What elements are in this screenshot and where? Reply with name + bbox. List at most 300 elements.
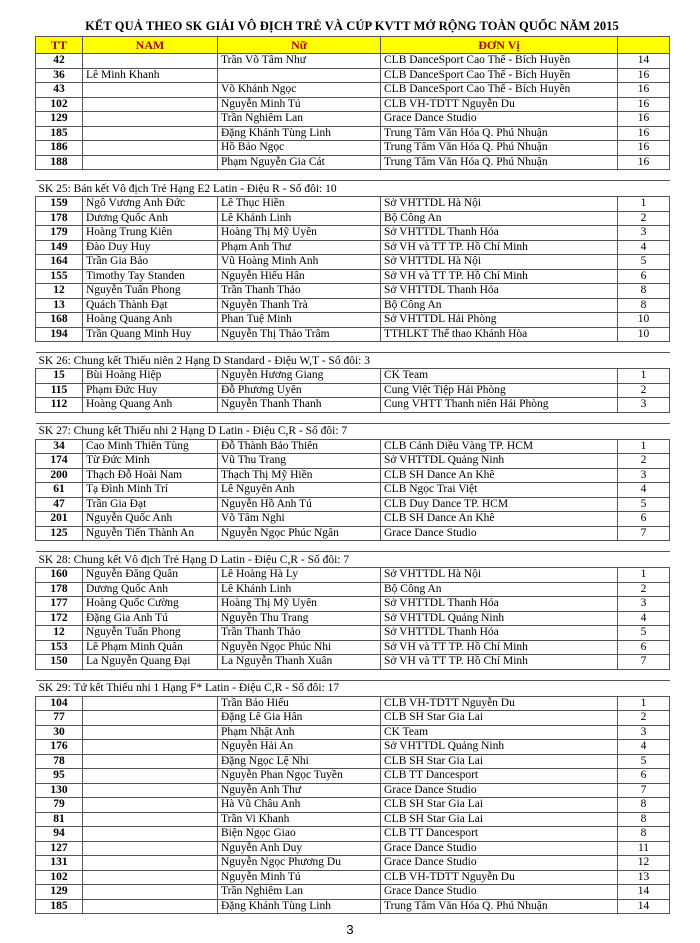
cell-rank: 6 — [618, 769, 670, 784]
cell-nam — [83, 711, 218, 726]
cell-tt: 112 — [36, 398, 83, 413]
cell-nu: Nguyễn Hải An — [218, 740, 381, 755]
cell-rank: 7 — [618, 655, 670, 670]
section-header-row — [36, 353, 670, 369]
cell-nam: La Nguyễn Quang Đại — [83, 655, 218, 670]
cell-nu: Nguyễn Anh Duy — [218, 841, 381, 856]
cell-nam: Hoàng Trung Kiên — [83, 226, 218, 241]
cell-don-vi: CLB VH-TDTT Nguyễn Du — [381, 97, 618, 112]
cell-nam — [83, 696, 218, 711]
cell-rank: 8 — [618, 284, 670, 299]
cell-rank: 10 — [618, 327, 670, 342]
section-spacer — [36, 342, 670, 353]
cell-nam: Hoàng Quang Anh — [83, 313, 218, 328]
section-header: SK 28: Chung kết Vô địch Trẻ Hạng D Latin - Điệu C,R - Số đôi: 7 — [36, 552, 670, 568]
cell-rank: 2 — [618, 454, 670, 469]
table-row — [36, 255, 670, 270]
cell-nam — [83, 812, 218, 827]
cell-nu: Trần Võ Tâm Như — [218, 54, 381, 69]
cell-rank: 16 — [618, 126, 670, 141]
cell-nam — [83, 112, 218, 127]
table-row — [36, 856, 670, 871]
cell-nam: Nguyễn Tuấn Phong — [83, 284, 218, 299]
cell-tt: 125 — [36, 526, 83, 541]
cell-don-vi: CLB SH Star Gia Lai — [381, 711, 618, 726]
cell-nu: Đặng Ngọc Lệ Nhi — [218, 754, 381, 769]
cell-tt: 149 — [36, 240, 83, 255]
table-row — [36, 568, 670, 583]
section-header: SK 27: Chung kết Thiếu nhi 2 Hạng D Latin - Điệu C,R - Số đôi: 7 — [36, 423, 670, 439]
cell-nu: Đặng Lê Gia Hân — [218, 711, 381, 726]
table-row — [36, 626, 670, 641]
cell-tt: 129 — [36, 112, 83, 127]
cell-don-vi: Grace Dance Studio — [381, 112, 618, 127]
cell-don-vi: CLB DanceSport Cao Thế - Bích Huyền — [381, 83, 618, 98]
section-spacer-cell — [36, 342, 670, 353]
section-header: SK 26: Chung kết Thiếu niên 2 Hạng D Standard - Điệu W,T - Số đôi: 3 — [36, 353, 670, 369]
cell-nam — [83, 783, 218, 798]
section-header: SK 25: Bán kết Vô địch Trẻ Hạng E2 Latin - Điệu R - Số đôi: 10 — [36, 181, 670, 197]
cell-nam — [83, 754, 218, 769]
results-table-body — [36, 37, 670, 914]
cell-rank: 16 — [618, 112, 670, 127]
cell-tt: 172 — [36, 611, 83, 626]
cell-don-vi: CLB SH Star Gia Lai — [381, 812, 618, 827]
cell-nu: Nguyễn Hương Giang — [218, 369, 381, 384]
cell-don-vi: CLB TT Dancesport — [381, 827, 618, 842]
cell-don-vi: Bộ Công An — [381, 582, 618, 597]
cell-tt: 185 — [36, 899, 83, 914]
cell-don-vi: Sở VHTTDL Hà Nội — [381, 197, 618, 212]
cell-don-vi: Sở VH và TT TP. Hồ Chí Minh — [381, 269, 618, 284]
cell-tt: 178 — [36, 211, 83, 226]
cell-nam: Dương Quốc Anh — [83, 211, 218, 226]
cell-don-vi: CLB SH Star Gia Lai — [381, 798, 618, 813]
cell-don-vi: Sở VHTTDL Quảng Ninh — [381, 740, 618, 755]
cell-rank: 6 — [618, 640, 670, 655]
cell-nu: Lê Khánh Linh — [218, 211, 381, 226]
cell-don-vi: Sở VHTTDL Hải Phòng — [381, 313, 618, 328]
cell-tt: 186 — [36, 141, 83, 156]
cell-tt: 164 — [36, 255, 83, 270]
table-row — [36, 696, 670, 711]
cell-tt: 36 — [36, 68, 83, 83]
cell-nam — [83, 740, 218, 755]
table-row — [36, 383, 670, 398]
cell-nu: Hoàng Thị Mỹ Uyên — [218, 226, 381, 241]
cell-tt: 102 — [36, 870, 83, 885]
cell-don-vi: Trung Tâm Văn Hóa Q. Phú Nhuận — [381, 155, 618, 170]
table-row — [36, 226, 670, 241]
table-row — [36, 284, 670, 299]
cell-tt: 12 — [36, 626, 83, 641]
cell-rank: 6 — [618, 269, 670, 284]
cell-tt: 150 — [36, 655, 83, 670]
cell-tt: 12 — [36, 284, 83, 299]
cell-nam — [83, 769, 218, 784]
cell-don-vi: CLB Duy Dance TP. HCM — [381, 497, 618, 512]
cell-rank: 1 — [618, 369, 670, 384]
cell-don-vi: CLB SH Dance An Khê — [381, 512, 618, 527]
cell-tt: 43 — [36, 83, 83, 98]
cell-don-vi: CLB SH Star Gia Lai — [381, 754, 618, 769]
table-row — [36, 526, 670, 541]
cell-rank: 2 — [618, 582, 670, 597]
results-document — [35, 16, 669, 914]
cell-don-vi: CLB VH-TDTT Nguyễn Du — [381, 696, 618, 711]
cell-nam: Nguyễn Đăng Quân — [83, 568, 218, 583]
cell-don-vi: CLB SH Dance An Khê — [381, 468, 618, 483]
table-row — [36, 126, 670, 141]
cell-rank: 10 — [618, 313, 670, 328]
cell-nam: Cao Minh Thiên Tùng — [83, 439, 218, 454]
cell-nu: Đỗ Phương Uyên — [218, 383, 381, 398]
cell-don-vi: Sở VH và TT TP. Hồ Chí Minh — [381, 640, 618, 655]
cell-don-vi: CLB DanceSport Cao Thế - Bích Huyền — [381, 68, 618, 83]
section-header-row — [36, 423, 670, 439]
cell-rank: 5 — [618, 255, 670, 270]
cell-rank: 8 — [618, 298, 670, 313]
table-row — [36, 327, 670, 342]
section-header: SK 29: Tứ kết Thiếu nhi 1 Hạng F* Latin - Điệu C,R - Số đôi: 17 — [36, 680, 670, 696]
table-row — [36, 655, 670, 670]
cell-nam — [83, 899, 218, 914]
cell-don-vi: CK Team — [381, 725, 618, 740]
cell-nam: Lê Minh Khanh — [83, 68, 218, 83]
table-row — [36, 454, 670, 469]
cell-rank: 12 — [618, 856, 670, 871]
cell-don-vi: Trung Tâm Văn Hóa Q. Phú Nhuận — [381, 126, 618, 141]
table-row — [36, 497, 670, 512]
cell-nu: Nguyễn Ngọc Phúc Ngân — [218, 526, 381, 541]
cell-rank: 16 — [618, 155, 670, 170]
cell-nu: Hồ Bảo Ngọc — [218, 141, 381, 156]
cell-nu: Hà Vũ Châu Anh — [218, 798, 381, 813]
column-header-nam: NAM — [83, 37, 218, 54]
table-row — [36, 68, 670, 83]
cell-tt: 15 — [36, 369, 83, 384]
cell-tt: 79 — [36, 798, 83, 813]
table-row — [36, 197, 670, 212]
column-header-nu: Nữ — [218, 37, 381, 54]
table-row — [36, 827, 670, 842]
section-spacer — [36, 541, 670, 552]
cell-nam — [83, 141, 218, 156]
cell-rank: 3 — [618, 597, 670, 612]
cell-nu: Trần Nghiêm Lan — [218, 112, 381, 127]
cell-rank: 4 — [618, 740, 670, 755]
cell-nu: Nguyễn Phan Ngọc Tuyền — [218, 769, 381, 784]
section-header-row — [36, 181, 670, 197]
cell-rank: 7 — [618, 526, 670, 541]
cell-tt: 194 — [36, 327, 83, 342]
cell-nu: Nguyễn Minh Tú — [218, 870, 381, 885]
cell-tt: 102 — [36, 97, 83, 112]
cell-nu: Nguyễn Anh Thư — [218, 783, 381, 798]
section-spacer-cell — [36, 412, 670, 423]
cell-rank: 16 — [618, 97, 670, 112]
cell-don-vi: Bộ Công An — [381, 211, 618, 226]
cell-nam — [83, 126, 218, 141]
cell-tt: 115 — [36, 383, 83, 398]
table-row — [36, 582, 670, 597]
cell-nu: Phạm Nhật Anh — [218, 725, 381, 740]
cell-nu: Nguyễn Hồ Anh Tú — [218, 497, 381, 512]
table-row — [36, 83, 670, 98]
cell-rank: 14 — [618, 899, 670, 914]
cell-nu: Thạch Thị Mỹ Hiền — [218, 468, 381, 483]
cell-nu: Nguyễn Ngọc Phương Du — [218, 856, 381, 871]
table-row — [36, 240, 670, 255]
cell-nam: Timothy Tay Standen — [83, 269, 218, 284]
section-spacer — [36, 669, 670, 680]
table-row — [36, 899, 670, 914]
cell-tt: 94 — [36, 827, 83, 842]
table-row — [36, 870, 670, 885]
table-row — [36, 640, 670, 655]
table-row — [36, 769, 670, 784]
cell-nu: Trần Vi Khanh — [218, 812, 381, 827]
cell-don-vi: Grace Dance Studio — [381, 856, 618, 871]
cell-tt: 13 — [36, 298, 83, 313]
cell-tt: 176 — [36, 740, 83, 755]
cell-don-vi: Sở VHTTDL Quảng Ninh — [381, 454, 618, 469]
cell-don-vi: Grace Dance Studio — [381, 783, 618, 798]
table-row — [36, 783, 670, 798]
cell-nu: Nguyễn Hiếu Hân — [218, 269, 381, 284]
cell-rank: 7 — [618, 783, 670, 798]
cell-don-vi: Grace Dance Studio — [381, 885, 618, 900]
cell-rank: 8 — [618, 798, 670, 813]
page-number: 3 — [346, 922, 354, 937]
cell-nam — [83, 870, 218, 885]
cell-rank: 3 — [618, 725, 670, 740]
cell-nam — [83, 725, 218, 740]
cell-nam: Hoàng Quốc Cường — [83, 597, 218, 612]
cell-don-vi: Sở VHTTDL Thanh Hóa — [381, 626, 618, 641]
cell-nu: Nguyễn Thanh Trà — [218, 298, 381, 313]
table-row — [36, 711, 670, 726]
section-spacer — [36, 412, 670, 423]
cell-tt: 78 — [36, 754, 83, 769]
cell-nu: Đặng Khánh Tùng Linh — [218, 899, 381, 914]
section-header-row — [36, 680, 670, 696]
cell-nu: Trần Nghiêm Lan — [218, 885, 381, 900]
cell-rank: 4 — [618, 483, 670, 498]
cell-don-vi: Sở VHTTDL Thanh Hóa — [381, 284, 618, 299]
results-table — [35, 36, 670, 914]
cell-tt: 155 — [36, 269, 83, 284]
table-row — [36, 885, 670, 900]
table-row — [36, 483, 670, 498]
cell-tt: 34 — [36, 439, 83, 454]
cell-rank: 14 — [618, 54, 670, 69]
cell-tt: 30 — [36, 725, 83, 740]
table-row — [36, 841, 670, 856]
cell-don-vi: Sở VH và TT TP. Hồ Chí Minh — [381, 655, 618, 670]
cell-nam: Trần Quang Minh Huy — [83, 327, 218, 342]
cell-tt: 168 — [36, 313, 83, 328]
table-row — [36, 141, 670, 156]
cell-nu: Nguyễn Thanh Thanh — [218, 398, 381, 413]
cell-don-vi: Sở VHTTDL Hà Nội — [381, 568, 618, 583]
table-row — [36, 398, 670, 413]
cell-nam: Đào Duy Huy — [83, 240, 218, 255]
table-row — [36, 512, 670, 527]
cell-nam: Trần Gia Đạt — [83, 497, 218, 512]
section-header-row — [36, 552, 670, 568]
cell-nam — [83, 856, 218, 871]
cell-tt: 130 — [36, 783, 83, 798]
cell-tt: 42 — [36, 54, 83, 69]
cell-tt: 188 — [36, 155, 83, 170]
cell-nu: Võ Khánh Ngọc — [218, 83, 381, 98]
cell-nu: Phạm Nguyễn Gia Cát — [218, 155, 381, 170]
cell-nu: Phan Tuệ Minh — [218, 313, 381, 328]
cell-nam: Phạm Đức Huy — [83, 383, 218, 398]
cell-nam — [83, 97, 218, 112]
table-row — [36, 468, 670, 483]
column-header-rank — [618, 37, 670, 54]
cell-don-vi: Sở VHTTDL Hà Nội — [381, 255, 618, 270]
cell-tt: 179 — [36, 226, 83, 241]
cell-tt: 174 — [36, 454, 83, 469]
cell-nu: Phạm Anh Thư — [218, 240, 381, 255]
cell-don-vi: Cung Việt Tiệp Hải Phòng — [381, 383, 618, 398]
cell-nam — [83, 54, 218, 69]
cell-nam: Hoàng Quang Anh — [83, 398, 218, 413]
table-row — [36, 97, 670, 112]
cell-nam — [83, 155, 218, 170]
cell-nam — [83, 885, 218, 900]
cell-nu: Vũ Thu Trang — [218, 454, 381, 469]
cell-rank: 5 — [618, 626, 670, 641]
cell-tt: 200 — [36, 468, 83, 483]
cell-rank: 13 — [618, 870, 670, 885]
cell-rank: 1 — [618, 439, 670, 454]
section-spacer-cell — [36, 541, 670, 552]
cell-rank: 4 — [618, 240, 670, 255]
cell-nam: Nguyễn Tiến Thành An — [83, 526, 218, 541]
table-row — [36, 754, 670, 769]
cell-nam: Thạch Đỗ Hoài Nam — [83, 468, 218, 483]
cell-don-vi: CK Team — [381, 369, 618, 384]
cell-don-vi: CLB DanceSport Cao Thế - Bích Huyền — [381, 54, 618, 69]
cell-nu: Lê Hoàng Hà Ly — [218, 568, 381, 583]
cell-nu: Võ Tâm Nghi — [218, 512, 381, 527]
cell-nu: Đặng Khánh Tùng Linh — [218, 126, 381, 141]
table-row — [36, 812, 670, 827]
cell-rank: 1 — [618, 197, 670, 212]
document-title: KẾT QUẢ THEO SK GIẢI VÔ ĐỊCH TRẺ VÀ CÚP KVTT MỞ RỘNG TOÀN QUỐC NĂM 2015 — [85, 19, 619, 33]
cell-rank: 1 — [618, 696, 670, 711]
table-row — [36, 211, 670, 226]
cell-nu: Đỗ Thành Bảo Thiên — [218, 439, 381, 454]
cell-rank: 16 — [618, 141, 670, 156]
cell-nam: Trần Gia Bảo — [83, 255, 218, 270]
cell-don-vi: Trung Tâm Văn Hóa Q. Phú Nhuận — [381, 899, 618, 914]
cell-rank: 5 — [618, 754, 670, 769]
cell-nu: La Nguyễn Thanh Xuân — [218, 655, 381, 670]
table-row — [36, 269, 670, 284]
cell-tt: 95 — [36, 769, 83, 784]
cell-don-vi: Sở VHTTDL Thanh Hóa — [381, 597, 618, 612]
cell-nam: Nguyễn Tuấn Phong — [83, 626, 218, 641]
cell-nam — [83, 827, 218, 842]
cell-rank: 11 — [618, 841, 670, 856]
cell-tt: 131 — [36, 856, 83, 871]
cell-rank: 4 — [618, 611, 670, 626]
table-row — [36, 597, 670, 612]
table-row — [36, 439, 670, 454]
column-header-row — [36, 37, 670, 54]
cell-nu: Vũ Hoàng Minh Anh — [218, 255, 381, 270]
cell-rank: 2 — [618, 211, 670, 226]
cell-don-vi: Sở VHTTDL Quảng Ninh — [381, 611, 618, 626]
cell-rank: 3 — [618, 226, 670, 241]
column-header-tt: TT — [36, 37, 83, 54]
cell-nam: Đặng Gia Anh Tú — [83, 611, 218, 626]
table-row — [36, 369, 670, 384]
cell-tt: 177 — [36, 597, 83, 612]
section-spacer-cell — [36, 170, 670, 181]
cell-don-vi: CLB VH-TDTT Nguyễn Du — [381, 870, 618, 885]
cell-rank: 6 — [618, 512, 670, 527]
cell-rank: 3 — [618, 398, 670, 413]
cell-don-vi: CLB Cánh Diều Vàng TP. HCM — [381, 439, 618, 454]
cell-nam: Tạ Đình Minh Trí — [83, 483, 218, 498]
cell-don-vi: Sở VHTTDL Thanh Hóa — [381, 226, 618, 241]
cell-rank: 3 — [618, 468, 670, 483]
table-row — [36, 740, 670, 755]
cell-don-vi: Bộ Công An — [381, 298, 618, 313]
table-row — [36, 313, 670, 328]
cell-nu: Nguyễn Ngọc Phúc Nhi — [218, 640, 381, 655]
cell-nam: Ngô Vương Anh Đức — [83, 197, 218, 212]
cell-don-vi: CLB TT Dancesport — [381, 769, 618, 784]
cell-tt: 47 — [36, 497, 83, 512]
cell-nu — [218, 68, 381, 83]
cell-tt: 159 — [36, 197, 83, 212]
cell-nu: Lê Khánh Linh — [218, 582, 381, 597]
cell-rank: 16 — [618, 68, 670, 83]
cell-don-vi: Grace Dance Studio — [381, 841, 618, 856]
cell-nam — [83, 83, 218, 98]
cell-nu: Nguyễn Minh Tú — [218, 97, 381, 112]
cell-don-vi: Grace Dance Studio — [381, 526, 618, 541]
cell-nam: Dương Quốc Anh — [83, 582, 218, 597]
cell-nam — [83, 798, 218, 813]
table-row — [36, 725, 670, 740]
cell-don-vi: CLB Ngọc Trai Việt — [381, 483, 618, 498]
cell-tt: 201 — [36, 512, 83, 527]
cell-nu: Nguyễn Thị Thảo Trâm — [218, 327, 381, 342]
cell-tt: 178 — [36, 582, 83, 597]
cell-nu: Trần Thanh Thảo — [218, 284, 381, 299]
cell-tt: 160 — [36, 568, 83, 583]
cell-rank: 16 — [618, 83, 670, 98]
cell-tt: 77 — [36, 711, 83, 726]
cell-don-vi: TTHLKT Thể thao Khánh Hòa — [381, 327, 618, 342]
cell-tt: 81 — [36, 812, 83, 827]
cell-tt: 104 — [36, 696, 83, 711]
cell-rank: 2 — [618, 711, 670, 726]
cell-tt: 127 — [36, 841, 83, 856]
table-row — [36, 798, 670, 813]
cell-don-vi: Cung VHTT Thanh niên Hải Phòng — [381, 398, 618, 413]
cell-nam: Quách Thành Đạt — [83, 298, 218, 313]
table-row — [36, 298, 670, 313]
